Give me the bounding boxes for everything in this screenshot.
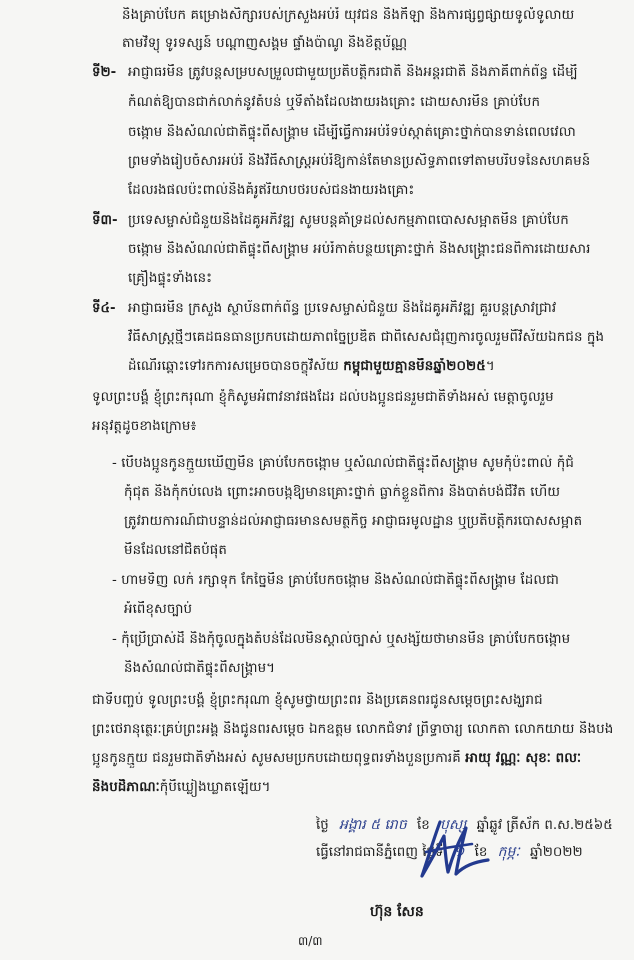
article-2-label: ទី២- bbox=[92, 65, 117, 80]
bullet-1-line: មីនដែលនៅជិតបំផុត bbox=[124, 543, 227, 558]
signature bbox=[412, 814, 492, 884]
appeal-line: ទូលព្រះបង្គំ ខ្ញុំព្រះករុណា ខ្ញុំក៏សូមអំពាវនាវផងដែរ ដល់បងប្អូនជនរួមជាតិទាំងអស់ មេត្តាចូលរួម bbox=[92, 390, 554, 405]
blessing-words: អាយុ វណ្ណៈ សុខៈ ពលៈ bbox=[465, 751, 582, 766]
article-4-text: ដំណើរឆ្ពោះទៅរកការសម្រេចបានចក្ខុវិស័យ bbox=[128, 359, 344, 374]
vision-end: ។ bbox=[485, 359, 495, 374]
vision-statement: កម្ពុជាមួយគ្មានមីនឆ្នាំ២០២៥ bbox=[343, 359, 486, 374]
closing-line: ព្រះថេរានុត្ថេរៈគ្រប់ព្រះអង្គ និងជូនពរសម្ដេច ឯកឧត្ដម លោកជំទាវ ព្រឹទ្ធាចារ្យ លោកតា លោកយាយ និងបង bbox=[92, 722, 614, 737]
article-3-label: ទី៣- bbox=[92, 213, 118, 228]
blessing-last-word: និងបដិភាណៈ bbox=[92, 780, 160, 795]
bullet-3-line: និងសំណល់ជាតិផ្ទុះពីសង្គ្រាម។ bbox=[124, 661, 276, 676]
intro-line: តាមវិទ្យុ ទូរទស្សន៍ បណ្ដាញសង្គម ផ្ទាំងប៉ាណូ និងខិត្តប័ណ្ណ bbox=[122, 36, 408, 51]
article-2-line: កំណត់ឱ្យបានជាក់លាក់នូវតំបន់ ឬទីតាំងដែលងាយរងគ្រោះ ដោយសារមីន គ្រាប់បែក bbox=[128, 95, 541, 110]
closing-line bbox=[92, 779, 271, 797]
article-2-line: អាជ្ញាធរមីន ត្រូវបន្តសម្របសម្រួលជាមួយប្រតិបត្តិករជាតិ និងអន្តរជាតិ និងភាគីពាក់ព័ន្ធ ដើម្បី bbox=[128, 65, 578, 80]
solar-year: ឆ្នាំ២០២២ bbox=[529, 845, 583, 860]
bullet-1-line: កុំជុត និងកុំកប់លេង ព្រោះអាចបង្កឱ្យមានគ្រោះថ្នាក់ ធ្លាក់ខ្លួនពិការ និងបាត់បង់ជីវិត ហើយ bbox=[124, 485, 561, 500]
lunar-prefix: ថ្ងៃ bbox=[316, 818, 329, 833]
solar-month-handwritten: កុម្ភៈ bbox=[497, 844, 520, 860]
intro-line: និងគ្រាប់បែក គម្រោងសិក្សារបស់ក្រសួងអប់រំ យុវជន និងកីឡា និងការផ្សព្វផ្សាយទូលំទូលាយ bbox=[122, 8, 575, 23]
article-2-line: ចង្កោម និងសំណល់ជាតិផ្ទុះពីសង្គ្រាម ដើម្បីធ្វើការអប់រំទប់ស្កាត់គ្រោះថ្នាក់បានទាន់ពេលវេលា bbox=[128, 125, 576, 140]
closing-line bbox=[92, 750, 581, 768]
lunar-day-handwritten: អង្គារ ៥ រោច bbox=[339, 817, 407, 833]
article-4-label: ទី៤- bbox=[92, 301, 116, 316]
lunar-suffix: ឆ្នាំឆ្លូវ ត្រីស័ក ព.ស.២៥៦៥ bbox=[476, 818, 613, 833]
bullet-3-line: - កុំប្រើប្រាស់ដី និងកុំចូលក្នុងតំបន់ដែលមិនស្គាល់ច្បាស់ ឬសង្ស័យថាមានមីន គ្រាប់បែកចង្កោម bbox=[112, 632, 571, 647]
article-3-line: ចង្កោម និងសំណល់ជាតិផ្ទុះពីសង្គ្រាម អប់រំកាត់បន្ថយគ្រោះថ្នាក់ និងសង្គ្រោះជនពិការដោយសារ bbox=[128, 242, 591, 257]
article-3-line: គ្រឿងផ្ទុះទាំងនេះ bbox=[128, 271, 213, 286]
signer-name: ហ៊ុន សែន bbox=[370, 904, 424, 920]
article-2-line: ព្រមទាំងរៀបចំសារអប់រំ និងវិធីសាស្ត្រអប់រំឱ្យកាន់តែមានប្រសិទ្ធភាពទៅតាមបរិបទនៃសហគមន៍ bbox=[128, 154, 591, 169]
closing-last-text: កុំបីឃ្លៀងឃ្លាតឡើយ។ bbox=[159, 780, 271, 795]
lunar-month-handwritten: បុស្ស bbox=[440, 817, 467, 833]
article-4-line: វិធីសាស្ត្រថ្មីៗគេដធនធានប្រកបដោយភាពច្នៃប្រឌិត ជាពិសេសជំរុញការចូលរួមពីវិស័យឯកជន ក្នុង bbox=[128, 330, 605, 345]
article-4-line: អាជ្ញាធរមីន ក្រសួង ស្ថាប័នពាក់ព័ន្ធ ប្រទេសម្ចាស់ជំនួយ និងដៃគូអភិវឌ្ឍ គួរបន្តស្រាវជ្រាវ bbox=[128, 301, 557, 316]
bullet-1-line: - បើបងប្អូនកូនក្មួយឃើញមីន គ្រាប់បែកចង្កោម ឬសំណល់ជាតិផ្ទុះពីសង្គ្រាម សូមកុំប៉ះពាល់ កុំជំ bbox=[112, 456, 574, 471]
closing-text: ប្អូនកូនក្មួយ ជនរួមជាតិទាំងអស់ សូមសមប្រកបដោយពុទ្ធពរទាំងបួនប្រការគឺ bbox=[92, 751, 466, 766]
bullet-1-line: ត្រូវរាយការណ៍ជាបន្ទាន់ដល់អាជ្ញាធរមានសមត្ថកិច្ច អាជ្ញាធរមូលដ្ឋាន ឬប្រតិបត្តិករបោសសម្អាត bbox=[124, 514, 583, 529]
solar-month-label: ខែ bbox=[474, 845, 488, 860]
appeal-line: អនុវត្តដូចខាងក្រោម៖ bbox=[92, 419, 197, 434]
bullet-2-line: - ហាមទិញ លក់ រក្សាទុក កែច្នៃមីន គ្រាប់បែកចង្កោម និងសំណល់ជាតិផ្ទុះពីសង្គ្រាម ដែលជា bbox=[112, 573, 560, 588]
bullet-2-line: អំពើខុសច្បាប់ bbox=[124, 602, 193, 617]
article-3-line: ប្រទេសម្ចាស់ជំនួយនិងដៃគូអភិវឌ្ឍ សូមបន្តគាំទ្រដល់សកម្មភាពបោសសម្អាតមីន គ្រាប់បែក bbox=[128, 213, 569, 228]
page-number: ៣/៣ bbox=[298, 934, 323, 948]
article-4-line bbox=[128, 358, 495, 376]
article-2-line: ដែលរងផលប៉ះពាល់និងគំរូឥរិយាបថរបស់ជនងាយរងគ្រោះ bbox=[128, 183, 415, 198]
closing-line: ជាទីបញ្ចប់ ទូលព្រះបង្គំ ខ្ញុំព្រះករុណា ខ្ញុំសូមថ្វាយព្រះពរ និងប្រគេនពរជូនសម្ដេចព្រះសង្ឃរាជ bbox=[92, 693, 543, 708]
solar-prefix: ធ្វើនៅរាជធានីភ្នំពេញ ថ្ងៃទី bbox=[316, 845, 444, 860]
lunar-month-label: ខែ bbox=[416, 818, 430, 833]
solar-day-handwritten: ១ bbox=[453, 844, 465, 860]
